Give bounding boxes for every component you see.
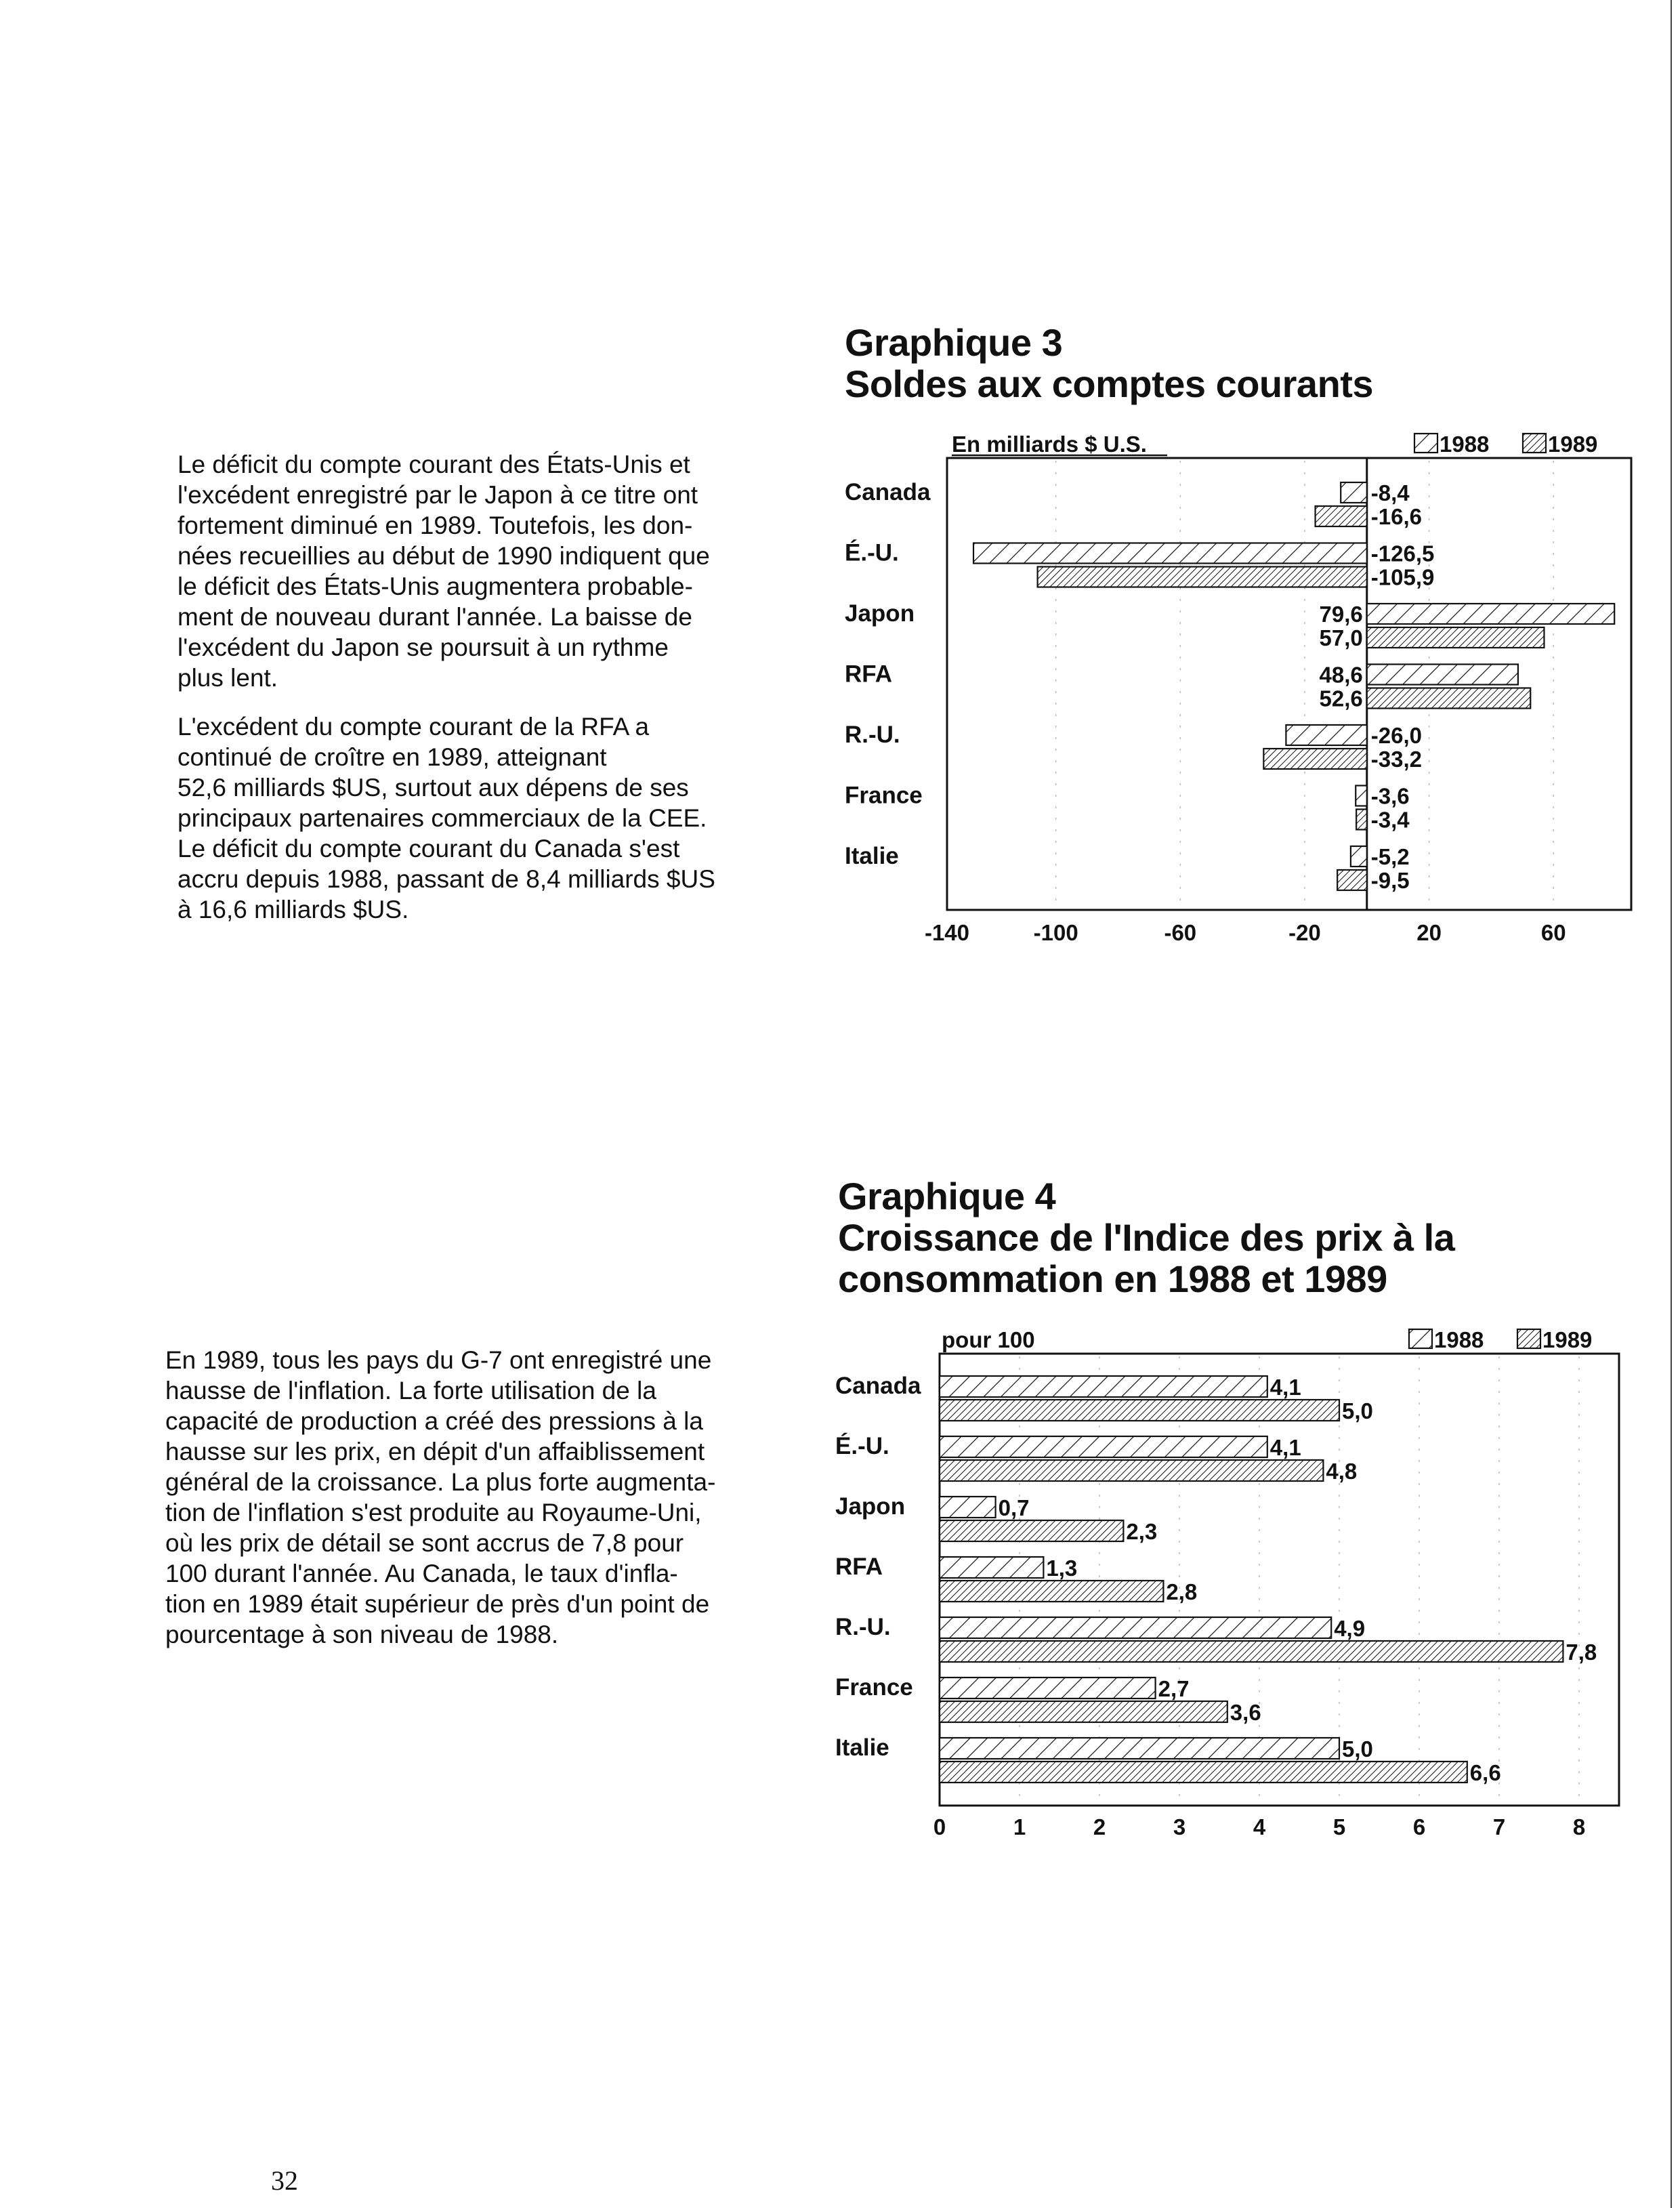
bar-1989	[940, 1641, 1563, 1662]
bar-1989	[940, 1581, 1163, 1602]
x-tick-label: -100	[1033, 920, 1078, 945]
paragraph-line: principaux partenaires commerciaux de la CEE.	[177, 804, 707, 832]
data-label: -33,2	[1370, 747, 1422, 772]
data-label: 4,1	[1269, 1435, 1301, 1460]
category-label: Canada	[835, 1373, 921, 1399]
legend-label-1988: 1988	[1440, 432, 1490, 457]
x-tick-label: 5	[1332, 1814, 1346, 1839]
data-label: 0,7	[998, 1495, 1030, 1520]
paragraph-line: où les prix de détail se sont accrus de 7,8 pour	[165, 1529, 684, 1557]
unit-label: pour 100	[942, 1327, 1035, 1352]
category-label: R.-U.	[835, 1614, 891, 1640]
legend-label-1989: 1989	[1542, 1327, 1593, 1352]
x-tick-label: 1	[1013, 1814, 1026, 1839]
chart-title-line: Soldes aux comptes courants	[845, 362, 1374, 405]
category-label: Japon	[835, 1493, 906, 1520]
x-tick-label: 20	[1416, 920, 1442, 945]
data-label: 6,6	[1469, 1760, 1501, 1785]
data-label: -105,9	[1370, 564, 1435, 590]
paragraph-line: l'excédent du Japon se poursuit à un rythme	[177, 633, 669, 661]
data-label: 79,6	[1319, 602, 1363, 627]
data-label: 4,1	[1269, 1375, 1301, 1400]
x-tick-label: 4	[1253, 1814, 1266, 1839]
paragraph-line: hausse de l'inflation. La forte utilisation de la	[165, 1377, 656, 1404]
paragraph-line: L'excédent du compte courant de la RFA a	[177, 713, 650, 741]
legend-swatch-1988	[1409, 1329, 1432, 1348]
category-label: Canada	[845, 479, 931, 505]
data-label: -26,0	[1370, 723, 1422, 748]
chart-title-line: Graphique 4	[838, 1175, 1056, 1217]
bar-1988	[940, 1738, 1339, 1759]
data-label: -16,6	[1370, 504, 1422, 529]
paragraph-line: nées recueillies au début de 1990 indiquent que	[177, 542, 710, 570]
paragraph-line: à 16,6 milliards $US.	[177, 896, 409, 923]
category-label: France	[835, 1674, 913, 1701]
page-number: 32	[271, 2165, 298, 2196]
paragraph-line: Le déficit du compte courant du Canada s'est	[177, 835, 680, 862]
paragraph-line: ment de nouveau durant l'année. La baisse de	[177, 603, 692, 631]
data-label: -126,5	[1370, 541, 1435, 566]
bar-1989	[940, 1520, 1123, 1541]
paragraph-line: l'excédent enregistré par le Japon à ce titre ont	[177, 481, 698, 509]
data-label: 1,3	[1046, 1556, 1078, 1581]
data-label: 7,8	[1566, 1640, 1597, 1665]
paragraph-line: 52,6 milliards $US, surtout aux dépens de ses	[177, 774, 689, 801]
bar-1989	[940, 1701, 1227, 1722]
bar-1988	[940, 1617, 1331, 1638]
category-label: É.-U.	[835, 1433, 889, 1459]
data-label: 5,0	[1342, 1398, 1373, 1423]
x-tick-label: 8	[1572, 1814, 1586, 1839]
data-label: -8,4	[1370, 480, 1410, 505]
paragraph-line: tion en 1989 était supérieur de près d'un point de	[165, 1590, 710, 1618]
category-label: É.-U.	[845, 539, 899, 566]
data-label: 52,6	[1319, 686, 1363, 711]
x-tick-label: -140	[924, 920, 970, 945]
bar-1988	[940, 1497, 996, 1518]
data-label: -3,6	[1370, 783, 1410, 809]
category-label: RFA	[845, 661, 892, 688]
x-tick-label: 7	[1492, 1814, 1506, 1839]
legend-label-1989: 1989	[1548, 432, 1598, 457]
bar-1989	[940, 1762, 1467, 1783]
data-label: 4,9	[1334, 1616, 1366, 1641]
bar-1989	[940, 1460, 1323, 1481]
bar-1988	[940, 1376, 1267, 1397]
data-label: 2,7	[1158, 1676, 1190, 1701]
paragraph-line: continué de croître en 1989, atteignant	[177, 743, 607, 771]
x-tick-label: 2	[1093, 1814, 1106, 1839]
bar-1989	[940, 1400, 1339, 1421]
data-label: 4,8	[1326, 1459, 1358, 1484]
data-label: -3,4	[1370, 807, 1410, 833]
data-label: 48,6	[1319, 662, 1363, 688]
data-label: 2,3	[1126, 1519, 1158, 1544]
paragraph-line: Le déficit du compte courant des États-Unis et	[177, 451, 690, 478]
paragraph-line: général de la croissance. La plus forte augmenta-	[165, 1468, 716, 1496]
x-tick-label: -60	[1164, 920, 1197, 945]
category-label: Italie	[845, 843, 899, 869]
data-label: 2,8	[1166, 1579, 1198, 1604]
category-label: France	[845, 782, 923, 809]
x-tick-label: 0	[933, 1814, 946, 1839]
x-tick-label: -20	[1288, 920, 1321, 945]
chart-title-line: Graphique 3	[845, 321, 1063, 364]
chart-title-line: Croissance de l'Indice des prix à la	[838, 1216, 1455, 1259]
paragraph-line: accru depuis 1988, passant de 8,4 milliards $US	[177, 865, 715, 893]
paragraph-line: le déficit des États-Unis augmentera probable-	[177, 572, 693, 600]
chart-title-line: consommation en 1988 et 1989	[838, 1257, 1387, 1300]
paragraph-line: plus lent.	[177, 664, 278, 692]
paragraph-line: fortement diminué en 1989. Toutefois, les don-	[177, 512, 693, 539]
x-tick-label: 6	[1412, 1814, 1426, 1839]
paragraph-line: 100 durant l'année. Au Canada, le taux d'infla-	[165, 1560, 678, 1587]
bar-1988	[940, 1678, 1156, 1699]
x-tick-label: 60	[1540, 920, 1566, 945]
paragraph-line: tion de l'inflation s'est produite au Royaume-Uni,	[165, 1499, 702, 1526]
data-label: -9,5	[1370, 868, 1410, 893]
legend-swatch-1989	[1517, 1329, 1540, 1348]
paragraph-line: En 1989, tous les pays du G-7 ont enregistré une	[165, 1346, 712, 1374]
paragraph-line: hausse sur les prix, en dépit d'un affaiblissement	[165, 1438, 705, 1465]
legend-label-1988: 1988	[1434, 1327, 1484, 1352]
data-label: 5,0	[1342, 1736, 1373, 1762]
data-label: 3,6	[1230, 1700, 1261, 1725]
category-label: R.-U.	[845, 722, 900, 748]
x-tick-label: 3	[1173, 1814, 1186, 1839]
paragraph-line: pourcentage à son niveau de 1988.	[165, 1621, 559, 1648]
data-label: 57,0	[1319, 625, 1363, 650]
category-label: Japon	[845, 600, 915, 627]
paragraph-line: capacité de production a créé des pressions à la	[165, 1407, 703, 1435]
category-label: RFA	[835, 1554, 883, 1580]
category-label: Italie	[835, 1734, 889, 1761]
unit-label: En milliards $ U.S.	[952, 432, 1147, 457]
bar-1988	[940, 1557, 1043, 1578]
data-label: -5,2	[1370, 844, 1410, 869]
bar-1988	[940, 1436, 1267, 1457]
